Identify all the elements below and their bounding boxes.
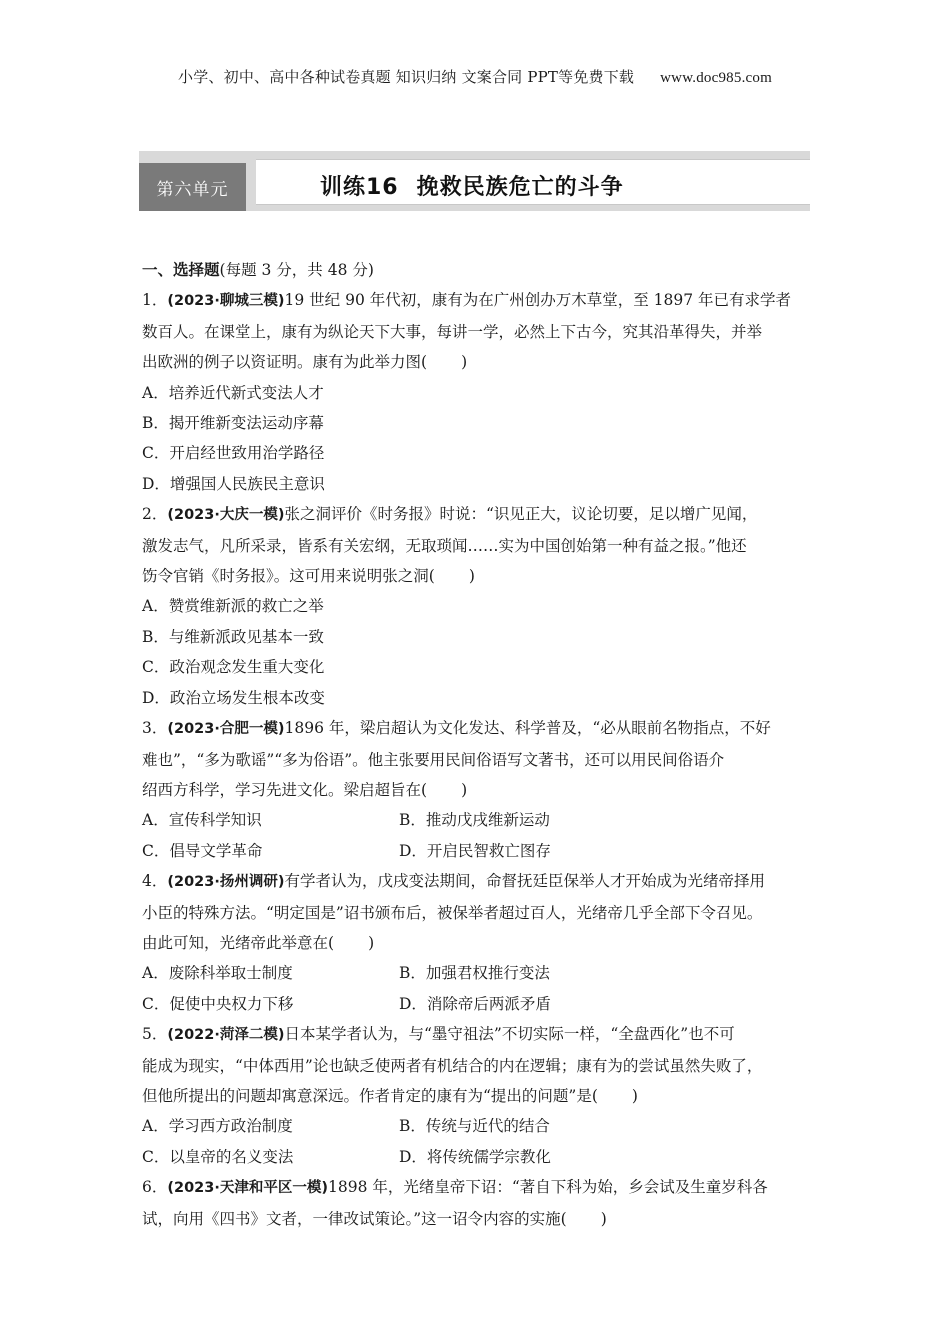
- answer-paren: ): [461, 780, 468, 799]
- unit-label: 第六单元: [139, 163, 246, 211]
- question-number: 3．: [142, 719, 168, 738]
- option-a[interactable]: A．学习西方政治制度: [142, 1117, 293, 1136]
- question-line: [142, 928, 822, 958]
- question-line: [142, 561, 822, 591]
- question-3: [142, 713, 822, 866]
- option-c[interactable]: C．促使中央权力下移: [142, 994, 294, 1013]
- answer-paren: ): [600, 1209, 607, 1228]
- option-b[interactable]: B．与维新派政见基本一致: [142, 627, 324, 646]
- section-title: 一、选择题: [142, 261, 220, 279]
- question-number: 1．: [142, 291, 168, 310]
- option-c[interactable]: C．倡导文学革命: [142, 841, 263, 860]
- question-number: 5．: [142, 1025, 168, 1044]
- option-d[interactable]: D．将传统儒学宗教化: [399, 1147, 551, 1166]
- question-text: 由此可知，光绪帝此举意在(: [142, 933, 335, 952]
- unit-title-number: 训练16: [320, 175, 399, 200]
- question-5: [142, 1019, 822, 1172]
- answer-paren: ): [461, 353, 468, 372]
- option-row: [142, 1111, 822, 1141]
- question-text: 日本某学者认为，与“墨守祖法”不切实际一样，“全盘西化”也不可: [284, 1025, 735, 1044]
- option-a[interactable]: A．赞赏维新派的救亡之举: [142, 597, 324, 616]
- question-line: [142, 1019, 822, 1050]
- question-text: 有学者认为，戊戌变法期间，命督抚廷臣保举人才开始成为光绪帝择用: [284, 872, 766, 891]
- answer-paren: ): [631, 1086, 638, 1105]
- question-number: 2．: [142, 505, 168, 524]
- section-heading: [142, 255, 822, 285]
- question-1: [142, 285, 822, 499]
- banner-site-link[interactable]: www.doc985.com: [660, 70, 772, 86]
- option-row: [142, 958, 822, 988]
- question-number: 4．: [142, 872, 168, 891]
- option-a[interactable]: A．宣传科学知识: [142, 811, 262, 830]
- option-d[interactable]: D．开启民智救亡图存: [399, 841, 551, 860]
- option-c[interactable]: C．政治观念发生重大变化: [142, 658, 325, 677]
- option-row: [142, 805, 822, 835]
- question-source: (2022·菏泽二模): [167, 1027, 285, 1044]
- question-source: (2023·扬州调研): [167, 874, 285, 891]
- question-line: [142, 347, 822, 377]
- question-line: 激发志气，凡所采录，皆系有关宏纲，无取琐闻……实为中国创始第一种有益之报。”他还: [142, 536, 747, 555]
- option-d[interactable]: D．政治立场发生根本改变: [142, 688, 325, 707]
- banner-text: 小学、初中、高中各种试卷真题 知识归纳 文案合同 PPT等免费下载: [178, 68, 635, 86]
- question-text: 但他所提出的问题却寓意深远。作者肯定的康有为“提出的问题”是(: [142, 1086, 598, 1105]
- question-line: [142, 1204, 822, 1234]
- question-line: [142, 713, 822, 744]
- option-b[interactable]: B．推动戊戌维新运动: [399, 811, 550, 830]
- option-c[interactable]: C．以皇帝的名义变法: [142, 1147, 294, 1166]
- question-text: 19 世纪 90 年代初，康有为在广州创办万木草堂，至 1897 年已有求学者: [284, 291, 792, 310]
- question-4: [142, 866, 822, 1019]
- question-line: 能成为现实，“中体西用”论也缺乏使两者有机结合的内在逻辑；康有为的尝试虽然失败了，: [142, 1056, 763, 1075]
- question-line: [142, 285, 822, 316]
- unit-title-text: 挽救民族危亡的斗争: [416, 175, 624, 200]
- question-source: (2023·大庆一模): [167, 507, 285, 524]
- question-line: 数百人。在课堂上，康有为纵论天下大事，每讲一学，必然上下古今，究其沿革得失，并举: [142, 322, 763, 341]
- question-line: [142, 1172, 822, 1203]
- question-line: 小臣的特殊方法。“明定国是”诏书颁布后，被保举者超过百人，光绪帝几乎全部下令召见。: [142, 903, 763, 922]
- question-source: (2023·合肥一模): [167, 721, 285, 738]
- question-number: 6．: [142, 1178, 168, 1197]
- option-c[interactable]: C．开启经世致用治学路径: [142, 444, 325, 463]
- question-text: 1896 年，梁启超认为文化发达、科学普及，“必从眼前名物指点，不好: [284, 719, 771, 738]
- question-line: [142, 866, 822, 897]
- option-b[interactable]: B．传统与近代的结合: [399, 1117, 550, 1136]
- section-note: (每题 3 分，共 48 分): [219, 261, 374, 279]
- question-line: [142, 1081, 822, 1111]
- exam-content: [142, 255, 822, 1234]
- question-text: 张之洞评价《时务报》时说：“识见正大，议论切要，足以增广见闻，: [284, 505, 758, 524]
- option-d[interactable]: D．消除帝后两派矛盾: [399, 994, 551, 1013]
- question-line: 难也”，“多为歌谣”“多为俗语”。他主张要用民间俗语写文著书，还可以用民间俗语介: [142, 750, 725, 769]
- question-6: [142, 1172, 822, 1234]
- question-2: [142, 499, 822, 713]
- question-text: 试，向用《四书》文者，一律改试策论。”这一诏令内容的实施(: [142, 1209, 567, 1228]
- option-b[interactable]: B．揭开维新变法运动序幕: [142, 414, 324, 433]
- unit-title: [320, 170, 624, 201]
- question-text: 绍西方科学，学习先进文化。梁启超旨在(: [142, 780, 428, 799]
- option-d[interactable]: D．增强国人民族民主意识: [142, 474, 325, 493]
- option-a[interactable]: A．培养近代新式变法人才: [142, 383, 324, 402]
- question-text: 1898 年，光绪皇帝下诏：“著自下科为始，乡会试及生童岁科各: [328, 1178, 768, 1197]
- answer-paren: ): [468, 567, 475, 586]
- question-source: (2023·聊城三模): [167, 293, 285, 310]
- question-source: (2023·天津和平区一模): [167, 1180, 328, 1197]
- question-text: 出欧洲的例子以资证明。康有为此举力图(: [142, 353, 428, 372]
- question-line: [142, 499, 822, 530]
- answer-paren: ): [368, 933, 375, 952]
- question-line: [142, 775, 822, 805]
- option-row: [142, 1142, 822, 1172]
- top-banner: [0, 66, 950, 87]
- option-b[interactable]: B．加强君权推行变法: [399, 964, 550, 983]
- option-a[interactable]: A．废除科举取士制度: [142, 964, 293, 983]
- option-row: [142, 836, 822, 866]
- question-text: 饬令官销《时务报》。这可用来说明张之洞(: [142, 567, 435, 586]
- option-row: [142, 989, 822, 1019]
